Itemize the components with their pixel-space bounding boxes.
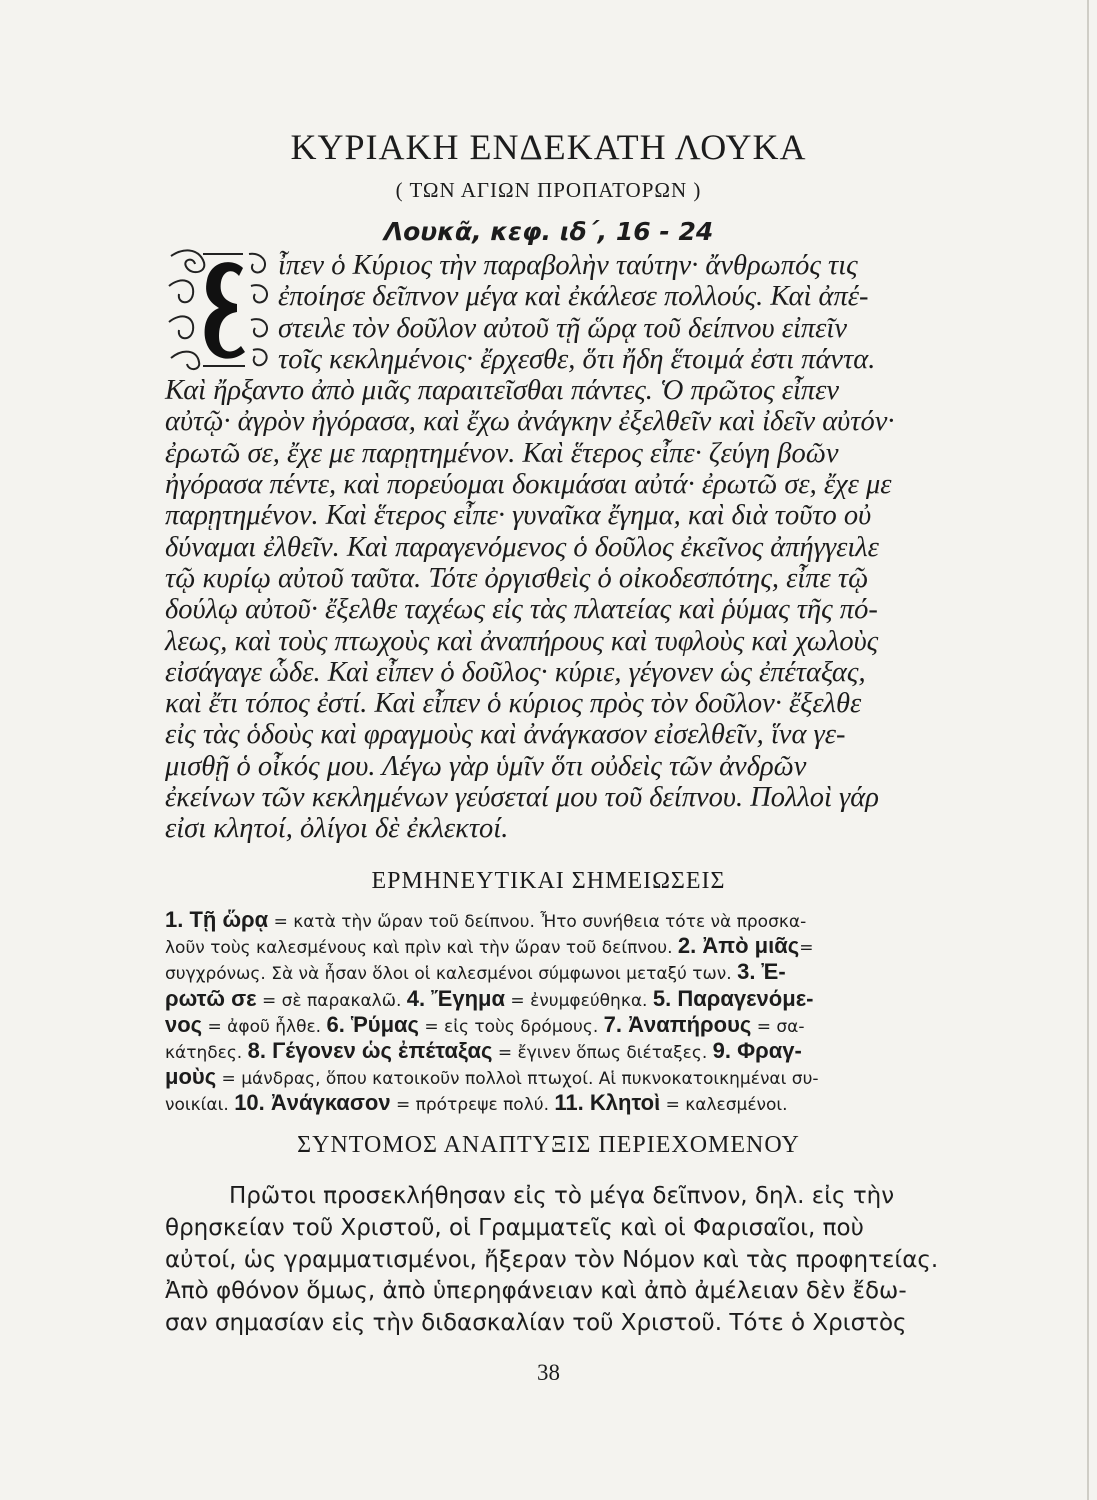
- note-definition: = ἀφοῦ ἦλθε.: [202, 1016, 327, 1037]
- note-term: 11. Κλητοὶ: [554, 1090, 661, 1116]
- note-term: 3. Ἐ-: [737, 959, 786, 985]
- content-summary: [165, 1181, 1040, 1340]
- note-definition: = μάνδρας, ὅπου κατοικοῦν πολλοὶ πτωχοί. Αἱ πυκνοκατοικημέναι συ-: [216, 1069, 819, 1090]
- gospel-line: ἐποίησε δεῖπνον μέγα καὶ ἐκάλεσε πολλούς. Καὶ ἀπέ-: [278, 281, 869, 313]
- gospel-line: παρῃτημένον. Καὶ ἕτερος εἶπε· γυναῖκα ἔγημα, καὶ διὰ τοῦτο οὐ: [165, 500, 872, 532]
- note-line: [165, 1064, 1040, 1090]
- note-definition: = σὲ παρακαλῶ.: [256, 990, 407, 1011]
- notes-heading: ΕΡΜΗΝΕΥΤΙΚΑΙ ΣΗΜΕΙΩΣΕΙΣ: [371, 868, 726, 894]
- note-term: μοὺς: [165, 1064, 217, 1090]
- gospel-line: δούλῳ αὐτοῦ· ἔξελθε ταχέως εἰς τὰς πλατείας καὶ ῥύμας τῆς πό-: [165, 594, 878, 626]
- gospel-line: εἰσι κλητοί, ὀλίγοι δὲ ἐκλεκτοί.: [165, 813, 509, 845]
- gospel-line: καὶ ἔτι τόπος ἐστί. Καὶ εἶπεν ὁ κύριος πρὸς τὸν δοῦλον· ἔξελθε: [165, 688, 862, 720]
- note-definition: = σα-: [751, 1016, 805, 1037]
- summary-heading: ΣΥΝΤΟΜΟΣ ΑΝΑΠΤΥΞΙΣ ΠΕΡΙΕΧΟΜΕΝΟΥ: [297, 1132, 800, 1158]
- page-subtitle: ( ΤΩΝ ΑΓΙΩΝ ΠΡΟΠΑΤΟΡΩΝ ): [395, 178, 702, 202]
- gospel-line: αὐτῷ· ἀγρὸν ἠγόρασα, καὶ ἔχω ἀνάγκην ἐξελθεῖν καὶ ἰδεῖν αὐτόν·: [165, 406, 895, 438]
- interpretive-notes: [165, 907, 1040, 1117]
- gospel-line: λεως, καὶ τοὺς πτωχοὺς καὶ ἀναπήρους καὶ τυφλοὺς καὶ χωλοὺς: [165, 625, 879, 657]
- gospel-line: εἰς τὰς ὁδοὺς καὶ φραγμοὺς καὶ ἀνάγκασον εἰσελθεῖν, ἵνα γε-: [165, 719, 846, 751]
- note-definition: συγχρόνως. Σὰ νὰ ἦσαν ὅλοι οἱ καλεσμένοι σύμφωνοι μεταξύ των.: [165, 964, 738, 985]
- note-term: 2. Ἀπὸ μιᾶς: [677, 933, 800, 959]
- gospel-line: ἐρωτῶ σε, ἔχε με παρῃτημένον. Καὶ ἕτερος εἶπε· ζεύγη βοῶν: [165, 437, 839, 469]
- note-definition: κάτηδες.: [165, 1042, 248, 1063]
- summary-line: θρησκείαν τοῦ Χριστοῦ, οἱ Γραμματεῖς καὶ οἱ Φαρισαῖοι, ποὺ: [165, 1214, 864, 1241]
- note-term: ρωτῶ σε: [165, 985, 257, 1011]
- gospel-line: ἶπεν ὁ Κύριος τὴν παραβολὴν ταύτην· ἄνθρωπός τις: [278, 250, 858, 281]
- gospel-line: στειλε τὸν δοῦλον αὐτοῦ τῇ ὥρᾳ τοῦ δείπνου εἰπεῖν: [278, 312, 847, 344]
- gospel-line: μισθῇ ὁ οἶκός μου. Λέγω γὰρ ὑμῖν ὅτι οὐδεὶς τῶν ἀνδρῶν: [165, 750, 807, 782]
- gospel-line: εἰσάγαγε ὧδε. Καὶ εἶπεν ὁ δοῦλος· κύριε, γέγονεν ὡς ἐπέταξας,: [165, 656, 866, 688]
- gospel-line: δύναμαι ἐλθεῖν. Καὶ παραγενόμενος ὁ δοῦλος ἐκεῖνος ἀπήγγειλε: [165, 531, 879, 563]
- note-line: [165, 907, 1040, 933]
- gospel-line: ἐκείνων τῶν κεκλημένων γεύσεταί μου τοῦ δείπνου. Πολλοὶ γάρ: [165, 782, 879, 814]
- note-definition: νοικίαι.: [165, 1095, 235, 1116]
- note-term: 8. Γέγονεν ὡς ἐπέταξας: [247, 1037, 493, 1063]
- note-term: 9. Φραγ-: [712, 1037, 802, 1063]
- summary-line: Πρῶτοι προσεκλήθησαν εἰς τὸ μέγα δεῖπνον, δηλ. εἰς τὴν: [229, 1183, 895, 1209]
- note-term: 10. Ἀνάγκασον: [234, 1090, 391, 1116]
- note-term: 6. Ῥύμας: [326, 1011, 419, 1037]
- summary-line: Ἀπὸ φθόνον ὅμως, ἀπὸ ὑπερηφάνειαν καὶ ἀπὸ ἀμέλειαν δὲν ἔδω-: [165, 1278, 907, 1305]
- note-definition: = ἔγινεν ὅπως διέταξες.: [492, 1042, 713, 1063]
- note-definition: = καλεσμένοι.: [660, 1095, 788, 1116]
- summary-line: σαν σημασίαν εἰς τὴν διδασκαλίαν τοῦ Χριστοῦ. Τότε ὁ Χριστὸς: [165, 1310, 907, 1337]
- scripture-reference: Λουκᾶ, κεφ. ιδ΄, 16 - 24: [383, 217, 714, 246]
- note-line: [165, 1090, 1040, 1116]
- note-term: 4. Ἔγημα: [406, 985, 506, 1011]
- note-term: 7. Ἀναπήρους: [603, 1011, 752, 1037]
- note-definition: = εἰς τοὺς δρόμους.: [419, 1016, 604, 1037]
- note-term: 1. Τῇ ὥρᾳ: [165, 907, 269, 932]
- note-line: [165, 933, 1040, 959]
- page-title: ΚΥΡΙΑΚΗ ΕΝΔΕΚΑΤΗ ΛΟΥΚΑ: [290, 127, 807, 167]
- gospel-line: ἠγόρασα πέντε, καὶ πορεύομαι δοκιμάσαι αὐτά· ἐρωτῶ σε, ἔχε με: [165, 469, 892, 501]
- note-line: [165, 1012, 1040, 1038]
- note-definition: = ἐνυμφεύθηκα.: [505, 990, 653, 1011]
- gospel-line: τῷ κυρίῳ αὐτοῦ ταῦτα. Τότε ὀργισθεὶς ὁ οἰκοδεσπότης, εἶπε τῷ: [165, 562, 869, 594]
- page-number: 38: [537, 1360, 560, 1385]
- note-term: 5. Παραγενόμε-: [652, 985, 814, 1011]
- note-definition: = κατὰ τὴν ὥραν τοῦ δείπνου. Ἦτο συνήθεια τότε νὰ προσκα-: [268, 912, 807, 932]
- note-definition: λοῦν τοὺς καλεσμένους καὶ πρὶν καὶ τὴν ὥραν τοῦ δείπνου.: [165, 938, 678, 959]
- note-line: [165, 1038, 1040, 1064]
- note-definition: =: [799, 938, 814, 959]
- note-definition: = πρότρεψε πολύ.: [390, 1095, 555, 1116]
- gospel-text: [165, 250, 1040, 845]
- note-term: νος: [165, 1011, 203, 1037]
- note-line: [165, 959, 1040, 985]
- gospel-line: τοῖς κεκλημένοις· ἔρχεσθε, ὅτι ἤδη ἕτοιμά ἐστι πάντα.: [278, 343, 876, 375]
- note-line: [165, 986, 1040, 1012]
- summary-line: αὐτοί, ὡς γραμματισμένοι, ἤξεραν τὸν Νόμον καὶ τὰς προφητείας.: [165, 1246, 939, 1273]
- gospel-line: Καὶ ἤρξαντο ἀπὸ μιᾶς παραιτεῖσθαι πάντες. Ὁ πρῶτος εἶπεν: [165, 375, 840, 407]
